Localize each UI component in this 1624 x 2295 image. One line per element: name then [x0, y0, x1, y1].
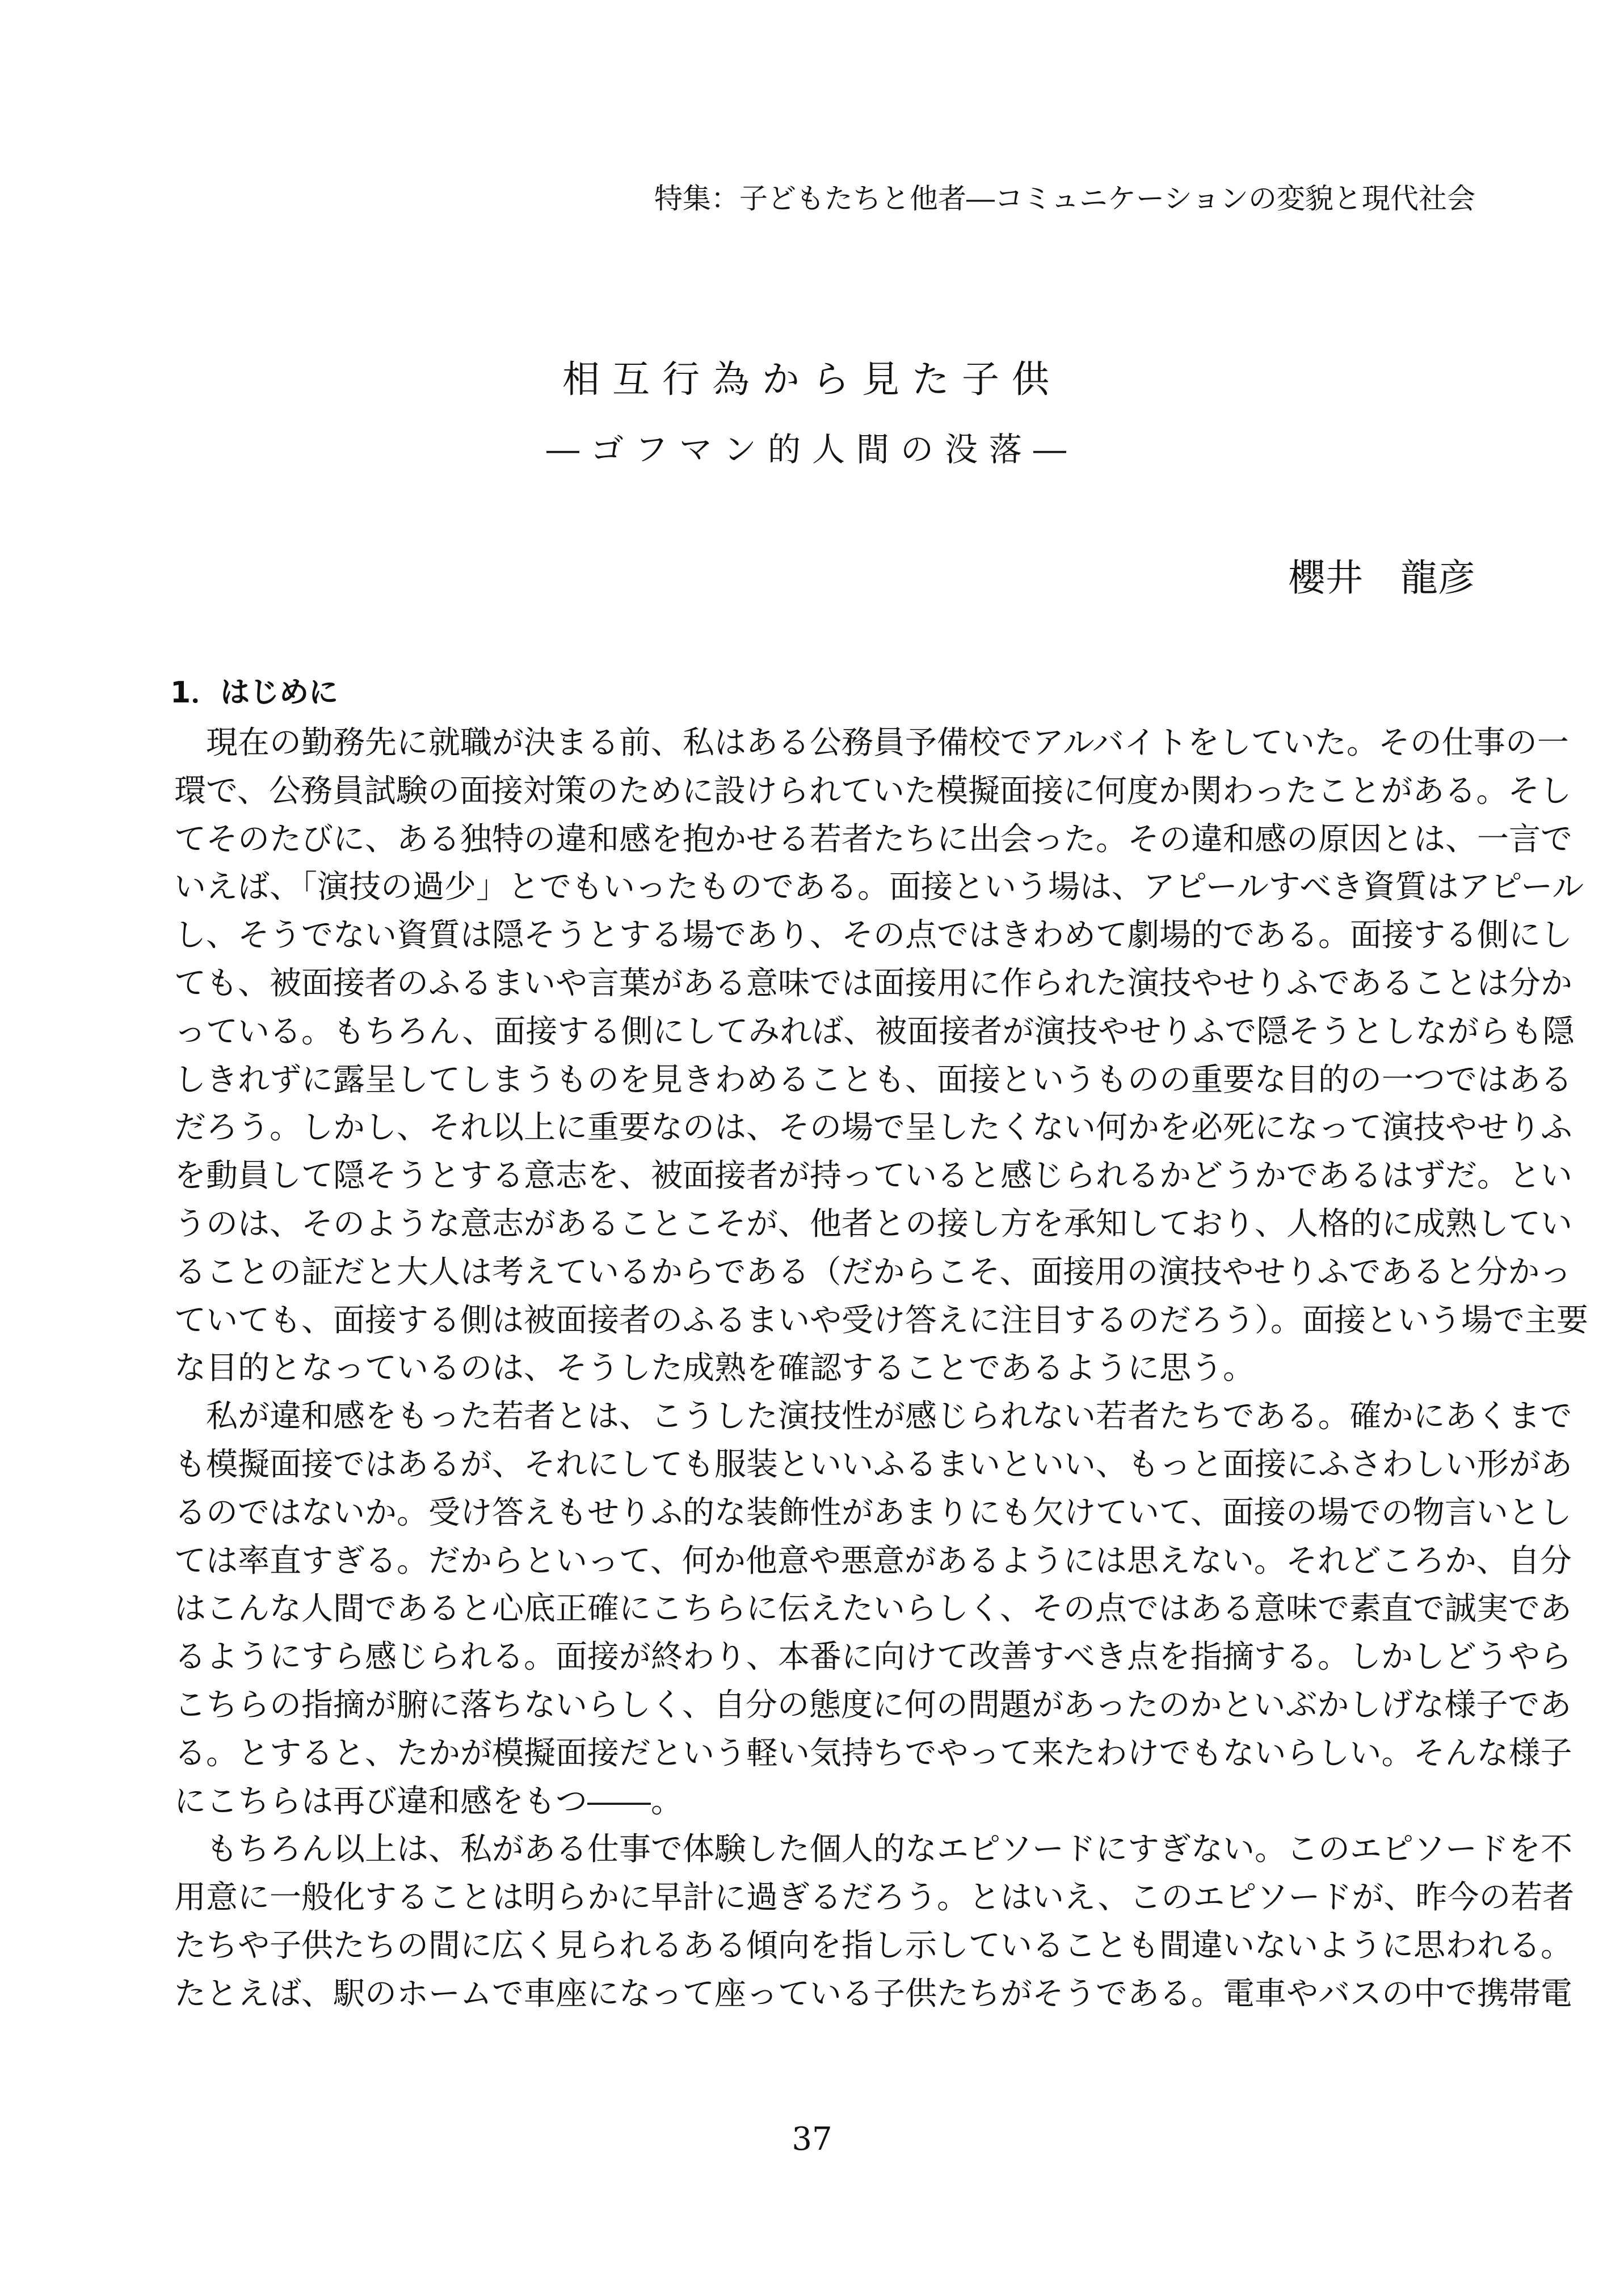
text-line: てそのたびに、ある独特の違和感を抱かせる若者たちに出会った。その違和感の原因とは、一言で	[174, 820, 1572, 858]
text-line: る。とすると、たかが模擬面接だという軽い気持ちでやって来たわけでもないらしい。そんな様子	[174, 1734, 1572, 1772]
article-title: 相互行為から見た子供	[562, 357, 1062, 401]
page-number: 37	[792, 2121, 832, 2158]
text-line: ていても、面接する側は被面接者のふるまいや受け答えに注目するのだろう）。面接という場で主要	[174, 1302, 1588, 1339]
text-line: 環で、公務員試験の面接対策のために設けられていた模擬面接に何度か関わったことがある。そし	[174, 772, 1572, 810]
text-line: も模擬面接ではあるが、それにしても服装といいふるまいといい、もっと面接にふさわしい形があ	[174, 1446, 1572, 1483]
article-subtitle: ―ゴフマン的人間の没落―	[546, 430, 1078, 469]
text-line: るようにすら感じられる。面接が終わり、本番に向けて改善すべき点を指摘する。しかしどうやら	[174, 1639, 1572, 1676]
text-line: しきれずに露呈してしまうものを見きわめることも、面接というものの重要な目的の一つではある	[174, 1061, 1572, 1098]
text-line: たちや子供たちの間に広く見られるある傾向を指し示していることも間違いないように思われる。	[174, 1927, 1572, 1964]
text-line: 現在の勤務先に就職が決まる前、私はある公務員予備校でアルバイトをしていた。その仕事の一	[174, 725, 1569, 761]
text-line: し、そうでない資質は隠そうとする場であり、その点ではきわめて劇場的である。面接する側にし	[174, 917, 1572, 954]
text-line: ても、被面接者のふるまいや言葉がある意味では面接用に作られた演技やせりふであることは分か	[174, 965, 1572, 1002]
text-line: 用意に一般化することは明らかに早計に過ぎるだろう。とはいえ、このエピソードが、昨今の若者	[174, 1879, 1575, 1917]
text-line: にこちらは再び違和感をもつ――。	[174, 1783, 683, 1820]
text-line: っている。もちろん、面接する側にしてみれば、被面接者が演技やせりふで隠そうとしながらも隠	[174, 1013, 1575, 1050]
text-line: はこんな人間であると心底正確にこちらに伝えたいらしく、その点ではある意味で素直で誠実であ	[174, 1590, 1572, 1628]
text-line: たとえば、駅のホームで車座になって座っている子供たちがそうである。電車やバスの中で携帯電	[174, 1975, 1572, 2012]
text-line: うのは、そのような意志があることこそが、他者との接し方を承知しており、人格的に成熟してい	[174, 1205, 1572, 1243]
text-line: だろう。しかし、それ以上に重要なのは、その場で呈したくない何かを必死になって演技やせりふ	[174, 1109, 1572, 1147]
text-line: いえば、「演技の過少」とでもいったものである。面接という場は、アピールすべき資質はアピール	[174, 869, 1584, 906]
body-text	[174, 719, 1588, 2019]
author-name: 櫻井 龍彦	[1288, 556, 1475, 600]
section-heading: 1．はじめに	[170, 676, 339, 710]
text-line: こちらの指摘が腑に落ちないらしく、自分の態度に何の問題があったのかといぶかしげな様子であ	[174, 1686, 1572, 1724]
text-line: を動員して隠そうとする意志を、被面接者が持っていると感じられるかどうかであるはずだ。とい	[174, 1157, 1572, 1195]
text-line: るのではないか。受け答えもせりふ的な装飾性があまりにも欠けていて、面接の場での物言いとし	[174, 1494, 1572, 1531]
text-line: ては率直すぎる。だからといって、何か他意や悪意があるようには思えない。それどころか、自分	[174, 1542, 1572, 1580]
running-header: 特集：子どもたちと他者―コミュニケーションの変貌と現代社会	[654, 182, 1475, 215]
text-line: な目的となっているのは、そうした成熟を確認することであるように思う。	[174, 1350, 1255, 1387]
text-line: もちろん以上は、私がある仕事で体験した個人的なエピソードにすぎない。このエピソードを不	[174, 1831, 1572, 1868]
text-line: 私が違和感をもった若者とは、こうした演技性が感じられない若者たちである。確かにあくまで	[174, 1398, 1572, 1435]
text-line: ることの証だと大人は考えているからである（だからこそ、面接用の演技やせりふであると分かっ	[174, 1253, 1572, 1291]
